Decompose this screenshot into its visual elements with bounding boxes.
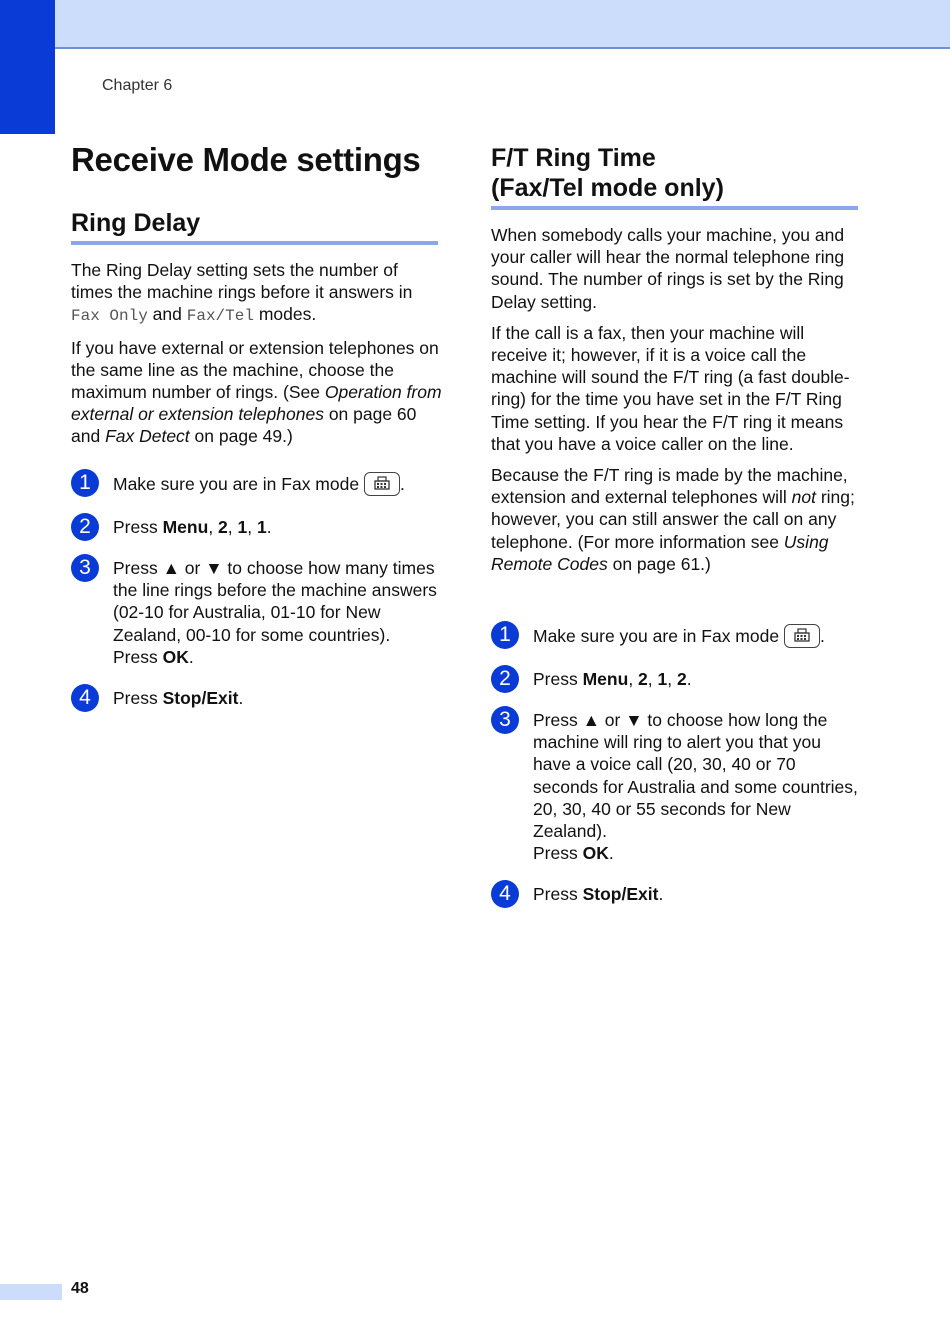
step-number-badge: 2 <box>71 513 99 541</box>
ring-delay-paragraph-2: If you have external or extension telephones on the same line as the machine, choose the maximum number of rings. (See Operation from external or extension telephones on page 60 and Fax Detect on page 49.) <box>71 337 442 447</box>
chapter-label: Chapter 6 <box>102 77 173 94</box>
key-ok: OK <box>162 646 189 667</box>
key-menu: Menu <box>582 669 629 689</box>
page-title: Receive Mode settings <box>71 141 421 178</box>
key-1b: 1 <box>256 517 267 537</box>
step-number-badge: 4 <box>71 684 99 712</box>
key-ok: OK <box>582 843 609 864</box>
step-number-badge: 3 <box>491 706 519 734</box>
footer-band <box>0 1284 62 1300</box>
ring-delay-body <box>71 259 443 457</box>
key-2: 2 <box>218 517 228 537</box>
ft-ring-body <box>491 224 861 584</box>
link-operation-external[interactable]: Operation from external or extension telephones <box>71 382 442 425</box>
step-number-badge: 2 <box>491 665 519 693</box>
ft-ring-paragraph-2: If the call is a fax, then your machine will receive it; however, if it is a voice call the machine will sound the F/T ring (a fast double-ring) for the time you have set in the F/T Ring Time setting. If you hear the F/T ring it means that you have a voice caller on the line. <box>491 322 850 454</box>
page-number: 48 <box>71 1280 89 1297</box>
key-2b: 2 <box>676 669 687 689</box>
top-header-band <box>0 0 950 49</box>
step-number-badge: 1 <box>491 621 519 649</box>
fax-mode-key-icon <box>364 472 400 496</box>
mode-fax-tel: Fax/Tel <box>186 307 254 326</box>
ft-ring-rule <box>491 206 858 210</box>
ft-ring-heading: F/T Ring Time (Fax/Tel mode only) <box>491 144 724 202</box>
step-number-badge: 1 <box>71 469 99 497</box>
link-fax-detect[interactable]: Fax Detect <box>105 426 190 447</box>
chapter-tab <box>0 0 55 134</box>
ring-delay-paragraph-1: The Ring Delay setting sets the number of times the machine rings before it answers in Fax Only and Fax/Tel modes. <box>71 260 413 326</box>
ring-delay-rule <box>71 241 438 245</box>
ring-delay-heading: Ring Delay <box>71 209 201 237</box>
step-number-badge: 4 <box>491 880 519 908</box>
key-1: 1 <box>657 669 668 689</box>
mode-fax-only: Fax Only <box>71 307 148 326</box>
step-number-badge: 3 <box>71 554 99 582</box>
key-stop-exit: Stop/Exit <box>162 688 239 708</box>
key-stop-exit: Stop/Exit <box>582 884 659 904</box>
ft-ring-paragraph-1: When somebody calls your machine, you and your caller will hear the normal telephone ring sound. The number of rings is set by the Ring Delay setting. <box>491 225 845 312</box>
key-menu: Menu <box>162 517 209 537</box>
link-remote-codes[interactable]: Using Remote Codes <box>491 531 829 574</box>
fax-mode-key-icon <box>784 624 820 648</box>
key-2: 2 <box>638 669 648 689</box>
key-1: 1 <box>237 517 248 537</box>
ft-ring-paragraph-3: Because the F/T ring is made by the machine, extension and external telephones will not ring; however, you can still answer the call on any telephone. (For more information see Using Remote Codes on page 61.) <box>491 465 855 574</box>
